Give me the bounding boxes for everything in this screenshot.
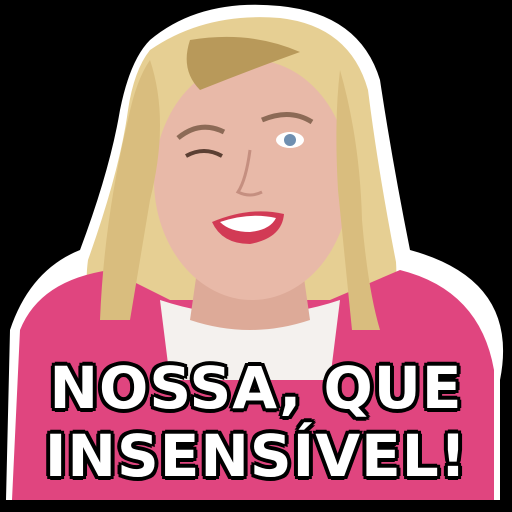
face	[154, 60, 350, 300]
caption-line-1: NOSSA, QUE	[49, 354, 463, 422]
right-iris	[284, 134, 296, 146]
caption-line-2: INSENSÍVEL!	[44, 422, 468, 490]
